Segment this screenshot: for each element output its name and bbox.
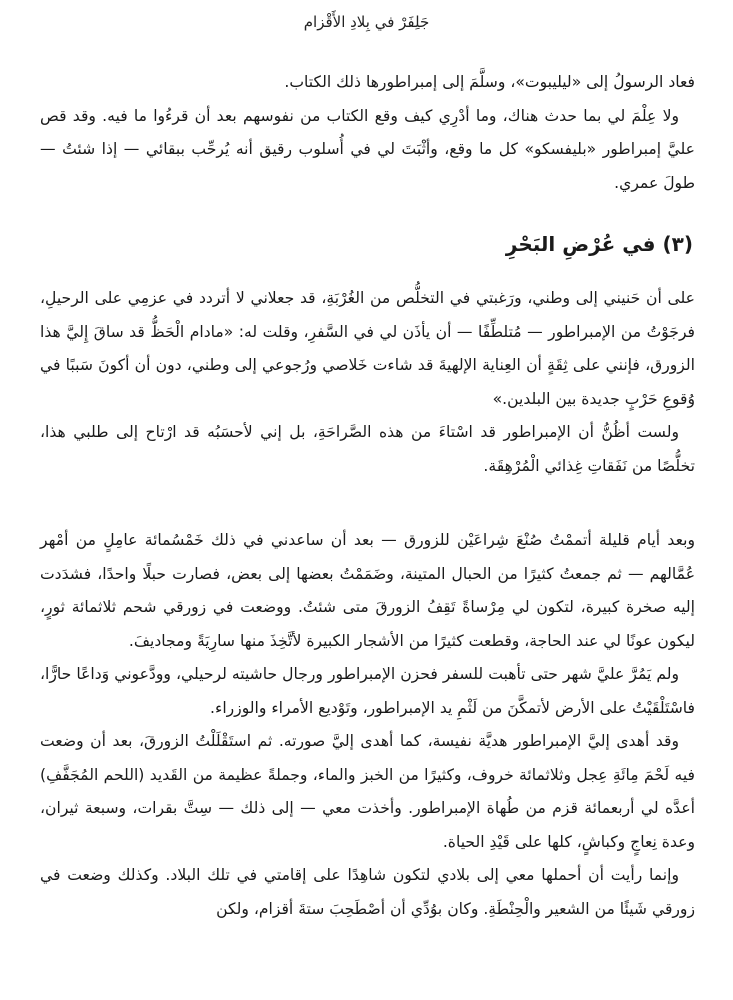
paragraph: على أن حَنيني إلى وطني، ورَغبتي في التخلُّص من الغُرْبَةِ، قد جعلاني لا أتردد في عزمِي على الرحيلِ، فرجَوْتُ من الإمبراطور — مُتلطِّفًا — أن يأذَن لي في السَّفرِ، وقلت له: «مادام الْحَظُّ قد ساقَ إِليَّ هذا الزورق، فإنني على ثِقَةٍ أن العِناية الإلهيةَ قد شاءت خَلاصي ورُجوعي إلى وطني، دون أن أكونَ سَببًا في وُقوعِ حَرْبٍ جديدة بين البلدين.»	[40, 289, 695, 408]
section-heading: (٣) في عُرْضِ البَحْرِ	[505, 232, 693, 256]
running-head: جَلِفَرْ في بِلادِ الأَقْزام	[303, 13, 430, 31]
paragraph: ولم يَمُرَّ عليَّ شهر حتى تأهبت للسفر فحزن الإمبراطور ورجال حاشيته لرحيلي، وودَّعوني وَداعًا حارًّا، فاسْتَلْقَيْتُ على الأرض لأتمكَّنَ من لَثْمِ يد الإمبراطور، وتَوْديع الأمراء والوزراء.	[40, 665, 695, 717]
paragraph: ولست أظُنُّ أن الإمبراطور قد اسْتاءَ من هذه الصَّراحَةِ، بل إني لأحسَبُه قد ارْتاح إلى طلبي هذا، تخلُّصًا من نَفَقاتِ غِذائي الْمُرْهِقَة.	[40, 423, 695, 475]
text-block-section3	[40, 524, 695, 926]
paragraph: ولا عِلْمَ لي بما حدث هناك، وما أدْرِي كيف وقع الكتاب من نفوسهم بعد أن قرءُوا ما فيه. وقد قص عليَّ إمبراطور «بليفسكو» كل ما وقع، وأثْبَتَ لي في أُسلوب رقيق أنه يُرحِّب ببقائي — إذا شئتُ — طولَ عمري.	[40, 106, 695, 192]
paragraph: وقد أهدى إليَّ الإمبراطور هديَّة نفيسة، كما أهدى إليَّ صورته. ثم استَقْلَلْتُ الزورقَ، بعد أن وضعت فيه لَحْمَ مِائَةِ عِجل وثلاثمائة خروف، وكثيرًا من الخبز والماء، وجملةً عظيمة من القَديد (اللحم المُجَفَّفِ) أعدَّه لي أربعمائة قزم من طُهاة الإمبراطور. وأخذت معي — إلى ذلك — سِتَّ بقرات، وسبعة ثيران، وعدة نِعاجٍ وكباشٍ، كلها على قَيْدِ الحياة.	[40, 732, 695, 851]
text-block-section2	[40, 282, 695, 483]
paragraph: فعاد الرسولُ إلى «ليليبوت»، وسلَّمَ إلى إمبراطورها ذلك الكتاب.	[284, 73, 695, 91]
paragraph: وبعد أيام قليلة أتممْتُ صُنْعَ شِراعَيْن للزورق — بعد أن ساعدني في ذلك خَمْسُمائة عامِلٍ من أمْهر عُمَّالهم — ثم جمعتُ كثيرًا من الحبال المتينة، وضَمَمْتُ بعضها إلى بعض، فصارت حبلًا واحدًا، فشدَدت إليه صخرة كبيرة، لتكون لي مِرْساةً تَقِفُ الزورقَ متى شئتُ. ووضعت في زورقي شحم ثلاثمائة ثورٍ، ليكون عونًا لي عند الحاجة، وقطعت كثيرًا من الأشجار الكبيرة لأتَّخِذَ منها سارِيَةً ومجاديفَ.	[40, 531, 695, 650]
paragraph: وإنما رأيت أن أحملها معي إلى بلادي لتكون شاهِدًا على إقامتي في تلك البلاد. وكذلك وضعت في زورقي شَيئًا من الشعير والْحِنْطَةِ. وكان بوُدِّي أن أصْطَحِبَ ستةَ أقزام، ولكن	[40, 866, 695, 918]
text-block-section1	[40, 66, 695, 200]
